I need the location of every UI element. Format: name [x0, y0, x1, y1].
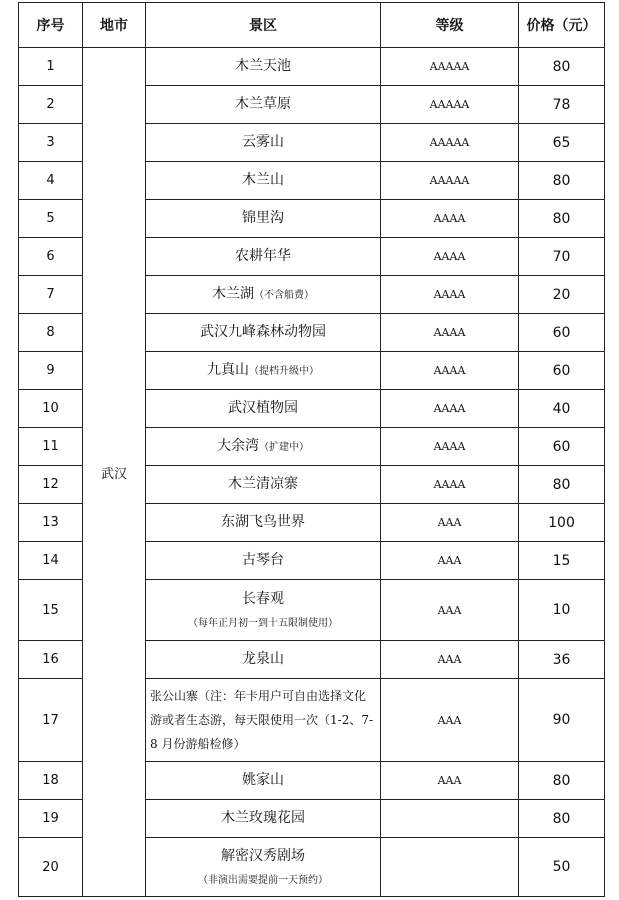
row-price: 10 — [519, 580, 605, 641]
row-price: 60 — [519, 314, 605, 352]
row-seq: 7 — [19, 276, 83, 314]
row-spot-name: 龙泉山 — [146, 641, 381, 679]
row-spot-name: 木兰草原 — [146, 86, 381, 124]
row-grade: AAAA — [381, 466, 519, 504]
row-seq: 15 — [19, 580, 83, 641]
row-spot-name: 武汉九峰森林动物园 — [146, 314, 381, 352]
row-seq: 10 — [19, 390, 83, 428]
row-spot-name: 木兰山 — [146, 162, 381, 200]
row-spot-name: 木兰天池 — [146, 48, 381, 86]
row-grade: AAAA — [381, 276, 519, 314]
row-seq: 19 — [19, 800, 83, 838]
row-seq: 20 — [19, 838, 83, 897]
row-price: 80 — [519, 48, 605, 86]
row-spot-name: 张公山寨（注：年卡用户可自由选择文化游或者生态游，每天限使用一次（1-2、7-8 月份游船检修） — [146, 679, 381, 762]
row-seq: 8 — [19, 314, 83, 352]
row-price: 70 — [519, 238, 605, 276]
spot-note: （每年正月初一到十五限制使用） — [188, 618, 338, 629]
row-price: 78 — [519, 86, 605, 124]
row-seq: 1 — [19, 48, 83, 86]
spot-name: 解密汉秀剧场 — [221, 848, 305, 864]
row-grade: AAAA — [381, 238, 519, 276]
row-seq: 12 — [19, 466, 83, 504]
header-price: 价格（元） — [519, 3, 605, 48]
row-spot-name: 木兰清凉寨 — [146, 466, 381, 504]
spot-name: 长春观 — [242, 591, 284, 607]
row-grade: AAA — [381, 504, 519, 542]
row-spot-name: 农耕年华 — [146, 238, 381, 276]
row-seq: 16 — [19, 641, 83, 679]
row-spot-name: 云雾山 — [146, 124, 381, 162]
row-grade: AAA — [381, 762, 519, 800]
row-grade — [381, 838, 519, 897]
table-header-row — [19, 3, 605, 48]
row-spot-name: 姚家山 — [146, 762, 381, 800]
row-spot-name: 古琴台 — [146, 542, 381, 580]
row-price: 100 — [519, 504, 605, 542]
row-grade: AAAAA — [381, 48, 519, 86]
row-price: 80 — [519, 162, 605, 200]
row-price: 20 — [519, 276, 605, 314]
row-grade: AAAA — [381, 352, 519, 390]
row-grade: AAAA — [381, 200, 519, 238]
spot-note: （提档升级中） — [249, 366, 319, 377]
row-spot-name — [146, 580, 381, 641]
header-seq: 序号 — [19, 3, 83, 48]
row-price: 40 — [519, 390, 605, 428]
row-price: 80 — [519, 762, 605, 800]
row-spot-name — [146, 276, 381, 314]
row-seq: 14 — [19, 542, 83, 580]
row-seq: 13 — [19, 504, 83, 542]
row-price: 65 — [519, 124, 605, 162]
row-price: 90 — [519, 679, 605, 762]
row-spot-name — [146, 428, 381, 466]
row-spot-name: 锦里沟 — [146, 200, 381, 238]
row-seq: 2 — [19, 86, 83, 124]
row-grade: AAA — [381, 641, 519, 679]
table-row — [19, 48, 605, 86]
scenic-spot-table — [18, 2, 605, 897]
row-price: 60 — [519, 428, 605, 466]
row-price: 36 — [519, 641, 605, 679]
spot-name: 木兰湖 — [212, 286, 254, 302]
row-grade: AAA — [381, 542, 519, 580]
spot-note: （不含船费） — [254, 290, 314, 301]
spot-note: （非演出需要提前一天预约） — [198, 875, 328, 886]
row-price: 50 — [519, 838, 605, 897]
spot-name: 九真山 — [207, 362, 249, 378]
row-spot-name: 武汉植物园 — [146, 390, 381, 428]
row-seq: 3 — [19, 124, 83, 162]
spot-note: （扩建中） — [259, 442, 309, 453]
row-spot-name — [146, 352, 381, 390]
row-grade: AAAAA — [381, 124, 519, 162]
row-spot-name: 木兰玫瑰花园 — [146, 800, 381, 838]
row-price: 80 — [519, 200, 605, 238]
row-grade: AAAA — [381, 428, 519, 466]
row-seq: 6 — [19, 238, 83, 276]
header-spot: 景区 — [146, 3, 381, 48]
row-price: 15 — [519, 542, 605, 580]
row-spot-name: 东湖飞鸟世界 — [146, 504, 381, 542]
row-price: 60 — [519, 352, 605, 390]
row-seq: 18 — [19, 762, 83, 800]
row-grade: AAA — [381, 580, 519, 641]
row-spot-name — [146, 838, 381, 897]
row-grade: AAAAA — [381, 162, 519, 200]
header-grade: 等级 — [381, 3, 519, 48]
row-price: 80 — [519, 466, 605, 504]
row-grade: AAAA — [381, 314, 519, 352]
row-seq: 9 — [19, 352, 83, 390]
row-seq: 17 — [19, 679, 83, 762]
row-seq: 4 — [19, 162, 83, 200]
row-grade: AAAA — [381, 390, 519, 428]
row-grade: AAAAA — [381, 86, 519, 124]
row-grade — [381, 800, 519, 838]
row-price: 80 — [519, 800, 605, 838]
city-cell: 武汉 — [83, 48, 146, 897]
row-grade: AAA — [381, 679, 519, 762]
spot-name: 大余湾 — [217, 438, 259, 454]
row-seq: 5 — [19, 200, 83, 238]
header-city: 地市 — [83, 3, 146, 48]
row-seq: 11 — [19, 428, 83, 466]
